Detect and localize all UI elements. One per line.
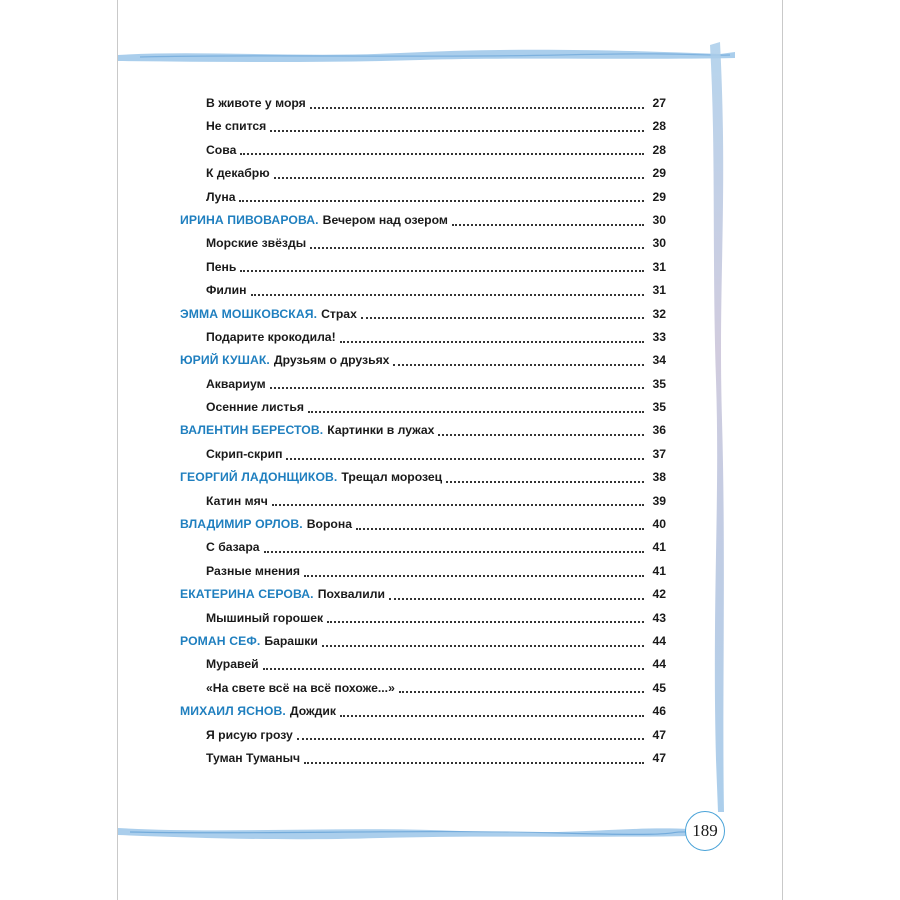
toc-title: В животе у моря (206, 96, 306, 110)
toc-page-number: 41 (652, 540, 666, 555)
toc-entry (180, 513, 666, 536)
page-number: 189 (692, 821, 718, 840)
toc-title: Похвалили (317, 587, 385, 602)
toc-page-number: 34 (652, 353, 666, 368)
toc-page-number: 30 (652, 236, 666, 251)
toc-page-number: 42 (652, 587, 666, 602)
toc-leader-dots (286, 458, 644, 460)
toc-page-number: 35 (652, 376, 666, 391)
toc-leader-dots (361, 317, 644, 319)
toc-title: Аквариум (206, 376, 266, 391)
toc-entry (180, 349, 666, 372)
toc-leader-dots (270, 130, 644, 132)
toc-leader-dots (264, 551, 644, 553)
toc-leader-dots (297, 738, 644, 740)
toc-leader-dots (240, 270, 644, 272)
toc-page-number: 33 (652, 329, 666, 344)
toc-leader-dots (310, 107, 644, 109)
toc-author: МИХАИЛ ЯСНОВ. (180, 704, 286, 719)
toc-title: Морские звёзды (206, 236, 307, 251)
toc-page-number: 45 (652, 680, 666, 695)
toc-leader-dots (327, 621, 644, 623)
toc-entry (180, 256, 666, 279)
toc-leader-dots (393, 364, 644, 366)
toc-page-number: 35 (652, 400, 666, 415)
toc-leader-dots (452, 224, 644, 226)
toc-leader-dots (340, 341, 644, 343)
toc-title: Филин (206, 283, 247, 298)
toc-page-number: 28 (652, 142, 666, 157)
toc-entry (180, 724, 666, 747)
toc-title: Я рисую грозу (206, 727, 293, 742)
toc-author: ИРИНА ПИВОВАРОВА. (180, 212, 319, 227)
toc-entry (180, 490, 666, 513)
toc-entry (180, 162, 666, 185)
toc-page-number: 37 (652, 446, 666, 461)
toc-title: Вечером над озером (322, 212, 448, 227)
toc-author: РОМАН СЕФ. (180, 633, 261, 648)
toc-entry (180, 583, 666, 606)
toc-author: ВЛАДИМИР ОРЛОВ. (180, 517, 303, 532)
toc-entry (180, 677, 666, 700)
toc-title: Не спится (206, 119, 267, 134)
toc-entry (180, 560, 666, 583)
toc-entry (180, 209, 666, 232)
toc-leader-dots (340, 715, 644, 717)
toc-page-number: 41 (652, 563, 666, 578)
toc-leader-dots (240, 153, 644, 155)
toc-entry (180, 139, 666, 162)
toc-leader-dots (274, 177, 644, 179)
toc-page-number: 30 (652, 212, 666, 227)
toc-entry (180, 630, 666, 653)
toc-entry (180, 700, 666, 723)
toc-leader-dots (270, 387, 644, 389)
toc-entry (180, 186, 666, 209)
toc-entry (180, 373, 666, 396)
toc-entry (180, 419, 666, 442)
toc-page-number: 46 (652, 704, 666, 719)
toc-page-number: 40 (652, 517, 666, 532)
toc-leader-dots (438, 434, 644, 436)
toc-leader-dots (399, 691, 644, 693)
toc-leader-dots (263, 668, 644, 670)
toc-title: Осенние листья (206, 400, 304, 415)
toc-author: ГЕОРГИЙ ЛАДОНЩИКОВ. (180, 470, 338, 485)
toc-entry (180, 303, 666, 326)
toc-title: «На свете всё на всё похоже...» (206, 680, 395, 695)
toc-title: Барашки (264, 633, 318, 648)
toc-entry (180, 232, 666, 255)
toc-title: Подарите крокодила! (206, 329, 336, 344)
toc-leader-dots (304, 575, 644, 577)
toc-entry (180, 653, 666, 676)
toc-title: Туман Туманыч (206, 750, 301, 765)
toc-title: К декабрю (206, 166, 270, 181)
toc-entry (180, 536, 666, 559)
toc-author: ЕКАТЕРИНА СЕРОВА. (180, 587, 314, 602)
toc-page-number: 36 (652, 423, 666, 438)
toc-title: Страх (321, 306, 357, 321)
toc-page-number: 38 (652, 470, 666, 485)
toc-leader-dots (310, 247, 644, 249)
toc-author: ЭММА МОШКОВСКАЯ. (180, 306, 318, 321)
toc-title: Дождик (289, 704, 336, 719)
toc-leader-dots (308, 411, 644, 413)
toc-title: Разные мнения (206, 563, 301, 578)
toc-page-number: 29 (652, 166, 666, 181)
toc-leader-dots (389, 598, 644, 600)
toc-leader-dots (304, 762, 644, 764)
toc-page-number: 44 (652, 657, 666, 672)
toc-entry (180, 326, 666, 349)
toc-page-number: 31 (652, 283, 666, 298)
toc-page-number: 39 (652, 493, 666, 508)
toc-entry (180, 607, 666, 630)
toc-entry (180, 443, 666, 466)
toc-page-number: 47 (652, 727, 666, 742)
toc-title: Ворона (306, 517, 353, 532)
toc-leader-dots (356, 528, 644, 530)
toc-leader-dots (251, 294, 645, 296)
toc-entry (180, 396, 666, 419)
toc-title: Муравей (206, 657, 259, 672)
toc-title: Луна (206, 189, 236, 204)
toc-page-number: 27 (652, 96, 666, 110)
toc-title: Скрип-скрип (206, 446, 283, 461)
toc-title: Сова (206, 142, 237, 157)
toc-entry (180, 115, 666, 138)
toc-title: Пень (206, 259, 237, 274)
toc-page-number: 29 (652, 189, 666, 204)
table-of-contents (180, 92, 666, 770)
toc-author: ЮРИЙ КУШАК. (180, 353, 270, 368)
toc-title: Трещал морозец (341, 470, 443, 485)
toc-author: ВАЛЕНТИН БЕРЕСТОВ. (180, 423, 324, 438)
page-number-badge (685, 811, 725, 851)
toc-leader-dots (272, 504, 644, 506)
toc-title: Друзьям о друзьях (273, 353, 390, 368)
toc-page-number: 43 (652, 610, 666, 625)
toc-title: Мышиный горошек (206, 610, 324, 625)
toc-entry (180, 279, 666, 302)
toc-page-number: 28 (652, 119, 666, 134)
toc-title: Катин мяч (206, 493, 268, 508)
toc-page-number: 32 (652, 306, 666, 321)
toc-entry (180, 747, 666, 770)
toc-page-number: 44 (652, 633, 666, 648)
toc-leader-dots (239, 200, 644, 202)
toc-page-number: 31 (652, 259, 666, 274)
toc-title: Картинки в лужах (327, 423, 435, 438)
toc-leader-dots (446, 481, 644, 483)
toc-leader-dots (322, 645, 644, 647)
toc-entry (180, 466, 666, 489)
toc-title: С базара (206, 540, 260, 555)
toc-entry (180, 92, 666, 115)
toc-page-number: 47 (652, 750, 666, 765)
